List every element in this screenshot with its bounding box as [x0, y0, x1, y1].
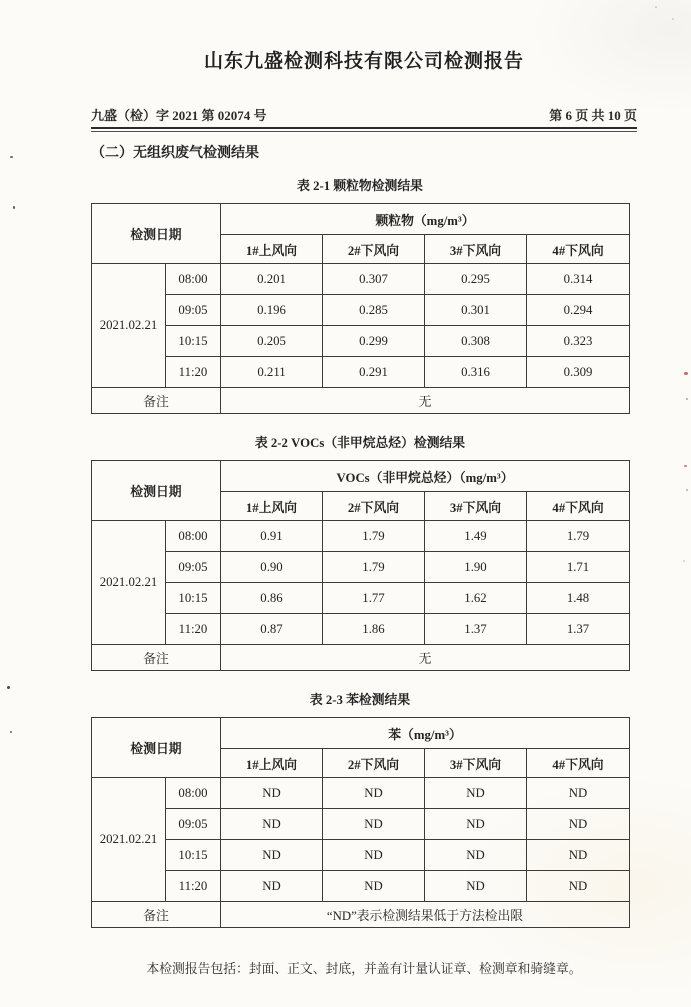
- scan-speck: [684, 465, 687, 467]
- value-cell: 0.211: [221, 357, 323, 388]
- value-cell: ND: [323, 809, 425, 840]
- results-table: [91, 203, 630, 414]
- remark-label-cell: 备注: [92, 902, 221, 928]
- date-header-cell: 检测日期: [92, 461, 221, 521]
- direction-header-cell: 4#下风向: [527, 492, 630, 521]
- value-cell: 0.91: [221, 521, 323, 552]
- remark-value-cell: “ND”表示检测结果低于方法检出限: [221, 902, 630, 928]
- value-cell: 1.49: [425, 521, 527, 552]
- report-title: 山东九盛检测科技有限公司检测报告: [203, 51, 524, 72]
- value-cell: 0.316: [425, 357, 527, 388]
- value-cell: 0.86: [221, 583, 323, 614]
- direction-header-cell: 3#下风向: [425, 749, 527, 778]
- scan-speck: [7, 686, 10, 689]
- time-cell: 08:00: [166, 778, 221, 809]
- pollutant-header-cell: 苯（mg/m³）: [221, 718, 630, 749]
- time-cell: 09:05: [166, 295, 221, 326]
- value-cell: 0.309: [527, 357, 630, 388]
- value-cell: 1.86: [323, 614, 425, 645]
- date-header-cell: 检测日期: [92, 718, 221, 778]
- value-cell: 1.37: [527, 614, 630, 645]
- value-cell: 0.294: [527, 295, 630, 326]
- time-cell: 08:00: [166, 264, 221, 295]
- direction-header-cell: 2#下风向: [323, 492, 425, 521]
- direction-header-cell: 1#上风向: [221, 235, 323, 264]
- value-cell: ND: [323, 840, 425, 871]
- remark-value-cell: 无: [221, 388, 630, 414]
- pollutant-header-cell: 颗粒物（mg/m³）: [221, 204, 630, 235]
- value-cell: 1.79: [527, 521, 630, 552]
- value-cell: 1.90: [425, 552, 527, 583]
- value-cell: 0.291: [323, 357, 425, 388]
- remark-label-cell: 备注: [92, 645, 221, 671]
- value-cell: ND: [527, 871, 630, 902]
- scan-speck: [10, 731, 12, 733]
- scan-speck: [686, 489, 688, 491]
- value-cell: 0.295: [425, 264, 527, 295]
- direction-header-cell: 4#下风向: [527, 749, 630, 778]
- time-cell: 11:20: [166, 614, 221, 645]
- time-cell: 11:20: [166, 871, 221, 902]
- scan-speck: [13, 206, 15, 209]
- time-cell: 08:00: [166, 521, 221, 552]
- time-cell: 11:20: [166, 357, 221, 388]
- direction-header-cell: 2#下风向: [323, 235, 425, 264]
- table-title: 表 2-3 苯检测结果: [309, 693, 411, 707]
- direction-header-cell: 1#上风向: [221, 492, 323, 521]
- value-cell: 0.314: [527, 264, 630, 295]
- scan-speck: [686, 398, 688, 400]
- value-cell: 0.205: [221, 326, 323, 357]
- value-cell: ND: [527, 778, 630, 809]
- value-cell: 1.48: [527, 583, 630, 614]
- value-cell: 1.79: [323, 521, 425, 552]
- scan-speck: [684, 372, 688, 375]
- table-title: 表 2-2 VOCs（非甲烷总烃）检测结果: [254, 436, 466, 450]
- value-cell: 0.301: [425, 295, 527, 326]
- value-cell: ND: [221, 809, 323, 840]
- time-cell: 10:15: [166, 840, 221, 871]
- value-cell: 1.71: [527, 552, 630, 583]
- remark-value-cell: 无: [221, 645, 630, 671]
- value-cell: 0.201: [221, 264, 323, 295]
- results-table: [91, 460, 630, 671]
- direction-header-cell: 2#下风向: [323, 749, 425, 778]
- date-header-cell: 检测日期: [92, 204, 221, 264]
- time-cell: 10:15: [166, 583, 221, 614]
- date-cell: 2021.02.21: [92, 778, 166, 902]
- direction-header-cell: 3#下风向: [425, 235, 527, 264]
- value-cell: 1.77: [323, 583, 425, 614]
- value-cell: 0.308: [425, 326, 527, 357]
- header-rule: [91, 127, 637, 132]
- date-cell: 2021.02.21: [92, 264, 166, 388]
- time-cell: 09:05: [166, 552, 221, 583]
- value-cell: 0.307: [323, 264, 425, 295]
- direction-header-cell: 4#下风向: [527, 235, 630, 264]
- date-cell: 2021.02.21: [92, 521, 166, 645]
- page-indicator: 第 6 页 共 10 页: [549, 108, 637, 123]
- time-cell: 09:05: [166, 809, 221, 840]
- value-cell: 0.299: [323, 326, 425, 357]
- value-cell: ND: [425, 778, 527, 809]
- time-cell: 10:15: [166, 326, 221, 357]
- tables-container: [91, 175, 637, 928]
- value-cell: 1.37: [425, 614, 527, 645]
- footer-note: 本检测报告包括：封面、正文、封底，并盖有计量认证章、检测章和骑缝章。: [146, 962, 582, 976]
- scan-speck: [10, 156, 13, 158]
- value-cell: 0.87: [221, 614, 323, 645]
- value-cell: ND: [221, 871, 323, 902]
- value-cell: 0.285: [323, 295, 425, 326]
- table-title: 表 2-1 颗粒物检测结果: [297, 179, 423, 193]
- value-cell: 0.323: [527, 326, 630, 357]
- value-cell: ND: [425, 871, 527, 902]
- value-cell: ND: [425, 809, 527, 840]
- scan-speck: [683, 560, 685, 562]
- value-cell: 1.62: [425, 583, 527, 614]
- table-block: [91, 432, 629, 671]
- direction-header-cell: 1#上风向: [221, 749, 323, 778]
- value-cell: ND: [527, 840, 630, 871]
- value-cell: ND: [221, 778, 323, 809]
- table-block: [91, 175, 629, 414]
- value-cell: ND: [425, 840, 527, 871]
- table-block: [91, 689, 629, 928]
- pollutant-header-cell: VOCs（非甲烷总烃）（mg/m³）: [221, 461, 630, 492]
- value-cell: ND: [221, 840, 323, 871]
- page-body: [91, 0, 637, 977]
- value-cell: ND: [323, 871, 425, 902]
- value-cell: 0.90: [221, 552, 323, 583]
- scan-speck: [672, 18, 674, 20]
- value-cell: 1.79: [323, 552, 425, 583]
- remark-label-cell: 备注: [92, 388, 221, 414]
- scan-speck: [655, 6, 657, 8]
- value-cell: ND: [527, 809, 630, 840]
- report-meta-row: [91, 105, 637, 124]
- report-number: 九盛（检）字 2021 第 02074 号: [91, 108, 267, 123]
- value-cell: 0.196: [221, 295, 323, 326]
- section-title: （二）无组织废气检测结果: [91, 146, 259, 161]
- value-cell: ND: [323, 778, 425, 809]
- results-table: [91, 717, 630, 928]
- direction-header-cell: 3#下风向: [425, 492, 527, 521]
